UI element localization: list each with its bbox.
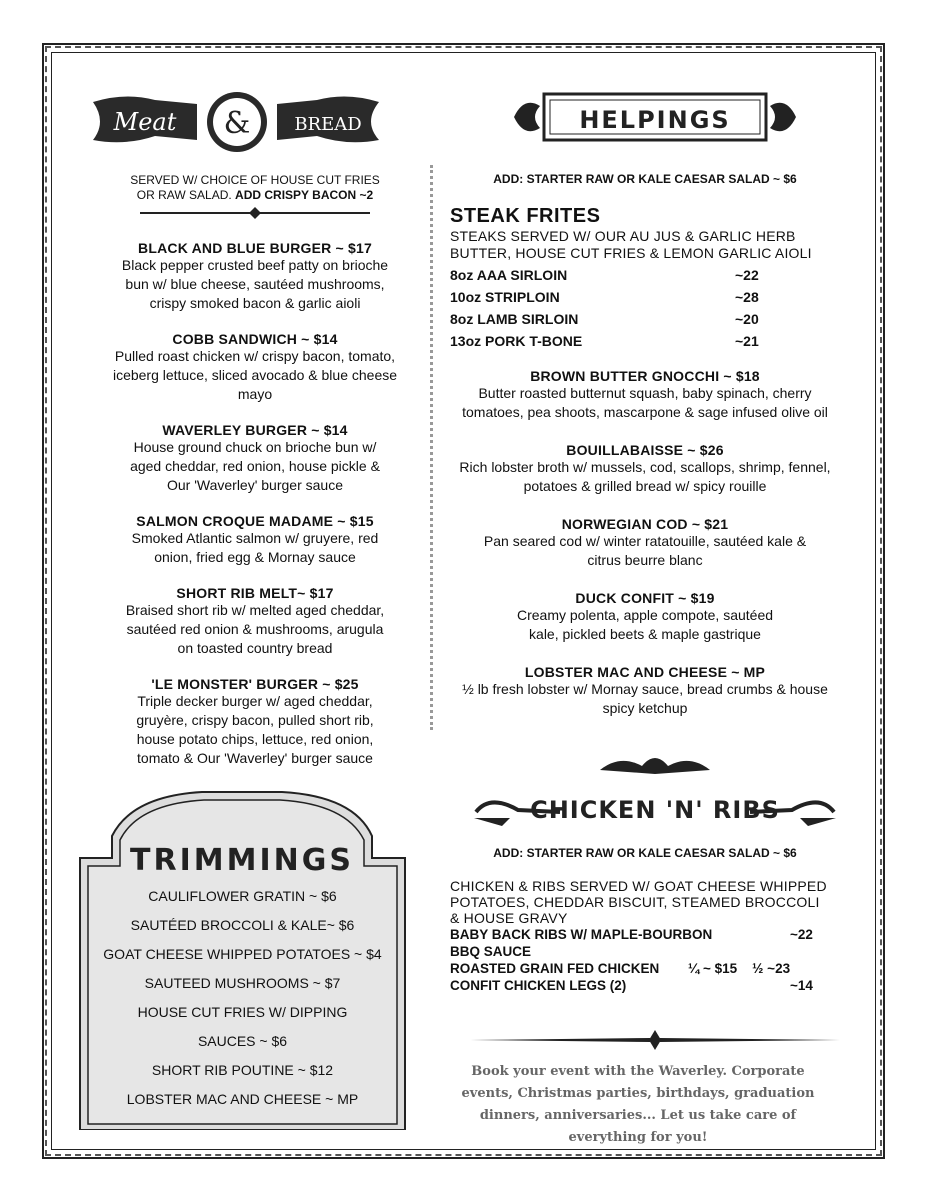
menu-item-desc: potatoes & grilled bread w/ spicy rouille: [523, 478, 767, 494]
menu-item-name: WAVERLEY BURGER ~ $14: [162, 422, 348, 438]
menu-item: [445, 516, 845, 570]
menu-item-desc: spicy ketchup: [602, 700, 688, 716]
menu-item: [445, 368, 845, 422]
chicken-item-name: BBQ SAUCE: [450, 944, 532, 959]
menu-item-desc: Black pepper crusted beef patty on brioche: [121, 257, 389, 273]
steak-frites-title: STEAK FRITES: [450, 205, 601, 227]
steak-price: ~20: [735, 311, 759, 327]
helpings-add-line: ADD: STARTER RAW OR KALE CAESAR SALAD ~ $6: [493, 172, 797, 186]
helpings-items: [445, 368, 845, 738]
event-note-line: everything for you!: [568, 1130, 708, 1145]
banner-word-bread: BREAD: [294, 114, 362, 135]
menu-item-desc: gruyère, crispy bacon, pulled short rib,: [136, 712, 374, 728]
helpings-banner: [510, 86, 800, 148]
menu-item-desc: bun w/ blue cheese, sautéed mushrooms,: [125, 276, 385, 292]
chicken-row: [450, 926, 850, 943]
chicken-item-name: CONFIT CHICKEN LEGS (2): [450, 978, 627, 993]
menu-item-desc: mayo: [237, 386, 273, 402]
meat-bread-items: [85, 240, 425, 786]
menu-item-name: COBB SANDWICH ~ $14: [172, 331, 338, 347]
menu-item-name: BROWN BUTTER GNOCCHI ~ $18: [530, 368, 760, 384]
menu-item: [85, 240, 425, 313]
chicken-item-price: ~22: [790, 927, 813, 942]
banner-ampersand: &: [223, 106, 251, 141]
steak-row: [450, 286, 850, 308]
event-note-line: dinners, anniversaries... Let us take care of: [479, 1108, 797, 1123]
menu-item-desc: onion, fried egg & Mornay sauce: [154, 549, 356, 565]
steak-price: ~21: [735, 333, 759, 349]
chicken-row: [450, 977, 850, 994]
trimming-item: SAUTEED MUSHROOMS ~ $7: [144, 975, 341, 991]
intro-line-1: SERVED W/ CHOICE OF HOUSE CUT FRIES: [130, 173, 380, 187]
steak-price: ~22: [735, 267, 759, 283]
trimming-item: GOAT CHEESE WHIPPED POTATOES ~ $4: [103, 946, 382, 962]
chicken-sub-1: CHICKEN & RIBS SERVED W/ GOAT CHEESE WHIPPED: [450, 878, 827, 894]
menu-item-desc: kale, pickled beets & maple gastrique: [529, 626, 761, 642]
steak-frites-section: [450, 205, 850, 352]
menu-item: [85, 513, 425, 567]
menu-item-desc: Creamy polenta, apple compote, sautéed: [516, 607, 774, 623]
banner-word-meat: Meat: [113, 108, 177, 136]
menu-item-desc: tomatoes, pea shoots, mascarpone & sage infused olive oil: [462, 404, 828, 420]
chicken-row: [450, 943, 850, 960]
menu-item-desc: on toasted country bread: [177, 640, 333, 656]
menu-item-name: BLACK AND BLUE BURGER ~ $17: [138, 240, 372, 256]
trimming-item: SAUCES ~ $6: [197, 1033, 288, 1049]
menu-item-name: SALMON CROQUE MADAME ~ $15: [136, 513, 374, 529]
menu-item-desc: Our 'Waverley' burger sauce: [166, 477, 343, 493]
menu-item: [445, 442, 845, 496]
steak-name: 13oz PORK T-BONE: [450, 333, 583, 349]
chicken-row: [450, 960, 850, 977]
steak-row: [450, 330, 850, 352]
menu-item-desc: citrus beurre blanc: [587, 552, 703, 568]
menu-item-desc: sautéed red onion & mushrooms, arugula: [126, 621, 384, 637]
menu-item: [445, 590, 845, 644]
steak-row: [450, 308, 850, 330]
trimmings-title: TRIMMINGS: [130, 843, 354, 878]
chicken-item-price: ~14: [790, 978, 813, 993]
menu-item-desc: Pulled roast chicken w/ crispy bacon, tomato,: [114, 348, 396, 364]
steak-name: 8oz AAA SIRLOIN: [450, 267, 568, 283]
trimming-item: SAUTÉED BROCCOLI & KALE~ $6: [130, 917, 355, 933]
left-intro: [85, 173, 425, 203]
menu-item: [85, 331, 425, 404]
steak-price: ~28: [735, 289, 759, 305]
bottom-ornament-divider: [470, 1030, 840, 1050]
event-note-line: Book your event with the Waverley. Corporate: [471, 1064, 805, 1079]
helpings-title: HELPINGS: [579, 106, 731, 134]
event-booking-note: [433, 1061, 843, 1149]
menu-item-desc: Butter roasted butternut squash, baby spinach, cherry: [478, 385, 812, 401]
menu-item-desc: crispy smoked bacon & garlic aioli: [149, 295, 361, 311]
meat-and-bread-banner: [85, 88, 385, 156]
event-note-line: events, Christmas parties, birthdays, graduation: [461, 1086, 815, 1101]
chicken-item-name: BABY BACK RIBS W/ MAPLE-BOURBON: [450, 927, 713, 942]
left-ornament-divider: [140, 207, 370, 219]
steak-name: 10oz STRIPLOIN: [450, 289, 560, 305]
steak-sub-1: STEAKS SERVED W/ OUR AU JUS & GARLIC HERB: [450, 228, 796, 244]
menu-item-desc: Pan seared cod w/ winter ratatouille, sautéed kale &: [483, 533, 807, 549]
menu-item-name: LOBSTER MAC AND CHEESE ~ MP: [524, 664, 766, 680]
chicken-ribs-title: CHICKEN 'N' RIBS: [530, 796, 780, 824]
menu-item-name: BOUILLABAISSE ~ $26: [566, 442, 724, 458]
steak-name: 8oz LAMB SIRLOIN: [450, 311, 579, 327]
chicken-add-line: ADD: STARTER RAW OR KALE CAESAR SALAD ~ $6: [493, 846, 797, 860]
chicken-ribs-section: [450, 878, 850, 994]
menu-item-desc: aged cheddar, red onion, house pickle &: [130, 458, 380, 474]
trimming-item: LOBSTER MAC AND CHEESE ~ MP: [126, 1091, 359, 1107]
steak-sub-2: BUTTER, HOUSE CUT FRIES & LEMON GARLIC AIOLI: [450, 245, 812, 261]
menu-item-name: DUCK CONFIT ~ $19: [575, 590, 715, 606]
intro-bacon-addon: ADD CRISPY BACON ~2: [235, 188, 374, 202]
menu-item-desc: iceberg lettuce, sliced avocado & blue cheese: [112, 367, 398, 383]
trimmings-list: [80, 882, 405, 1114]
trimming-item: CAULIFLOWER GRATIN ~ $6: [148, 888, 337, 904]
menu-item: [85, 422, 425, 495]
chicken-sub-2: POTATOES, CHEDDAR BISCUIT, STEAMED BROCCOLI: [450, 894, 820, 910]
menu-item: [445, 664, 845, 718]
menu-item-desc: tomato & Our 'Waverley' burger sauce: [137, 750, 373, 766]
menu-item: [85, 585, 425, 658]
menu-item: [85, 676, 425, 768]
menu-item-desc: ½ lb fresh lobster w/ Mornay sauce, bread crumbs & house: [462, 681, 828, 697]
menu-item-desc: Smoked Atlantic salmon w/ gruyere, red: [131, 530, 379, 546]
trimming-item: HOUSE CUT FRIES W/ DIPPING: [137, 1004, 348, 1020]
menu-item-name: SHORT RIB MELT~ $17: [176, 585, 334, 601]
intro-line-2: [85, 188, 425, 203]
column-divider: [430, 165, 433, 730]
menu-item-desc: house potato chips, lettuce, red onion,: [136, 731, 374, 747]
menu-item-desc: Braised short rib w/ melted aged cheddar,: [125, 602, 385, 618]
menu-item-desc: Rich lobster broth w/ mussels, cod, scallops, shrimp, fennel,: [459, 459, 831, 475]
menu-item-name: 'LE MONSTER' BURGER ~ $25: [151, 676, 359, 692]
steak-row: [450, 264, 850, 286]
chicken-sub-3: & HOUSE GRAVY: [450, 910, 568, 926]
intro-plain: OR RAW SALAD.: [136, 188, 236, 202]
chicken-item-name: ROASTED GRAIN FED CHICKEN: [450, 961, 660, 976]
trimming-item: SHORT RIB POUTINE ~ $12: [151, 1062, 334, 1078]
menu-item-name: NORWEGIAN COD ~ $21: [561, 516, 729, 532]
chicken-ribs-banner: [470, 752, 840, 832]
chicken-item-price: ¼ ~ $15 ½ ~23: [688, 961, 791, 976]
menu-item-desc: House ground chuck on brioche bun w/: [133, 439, 377, 455]
menu-item-desc: Triple decker burger w/ aged cheddar,: [137, 693, 373, 709]
